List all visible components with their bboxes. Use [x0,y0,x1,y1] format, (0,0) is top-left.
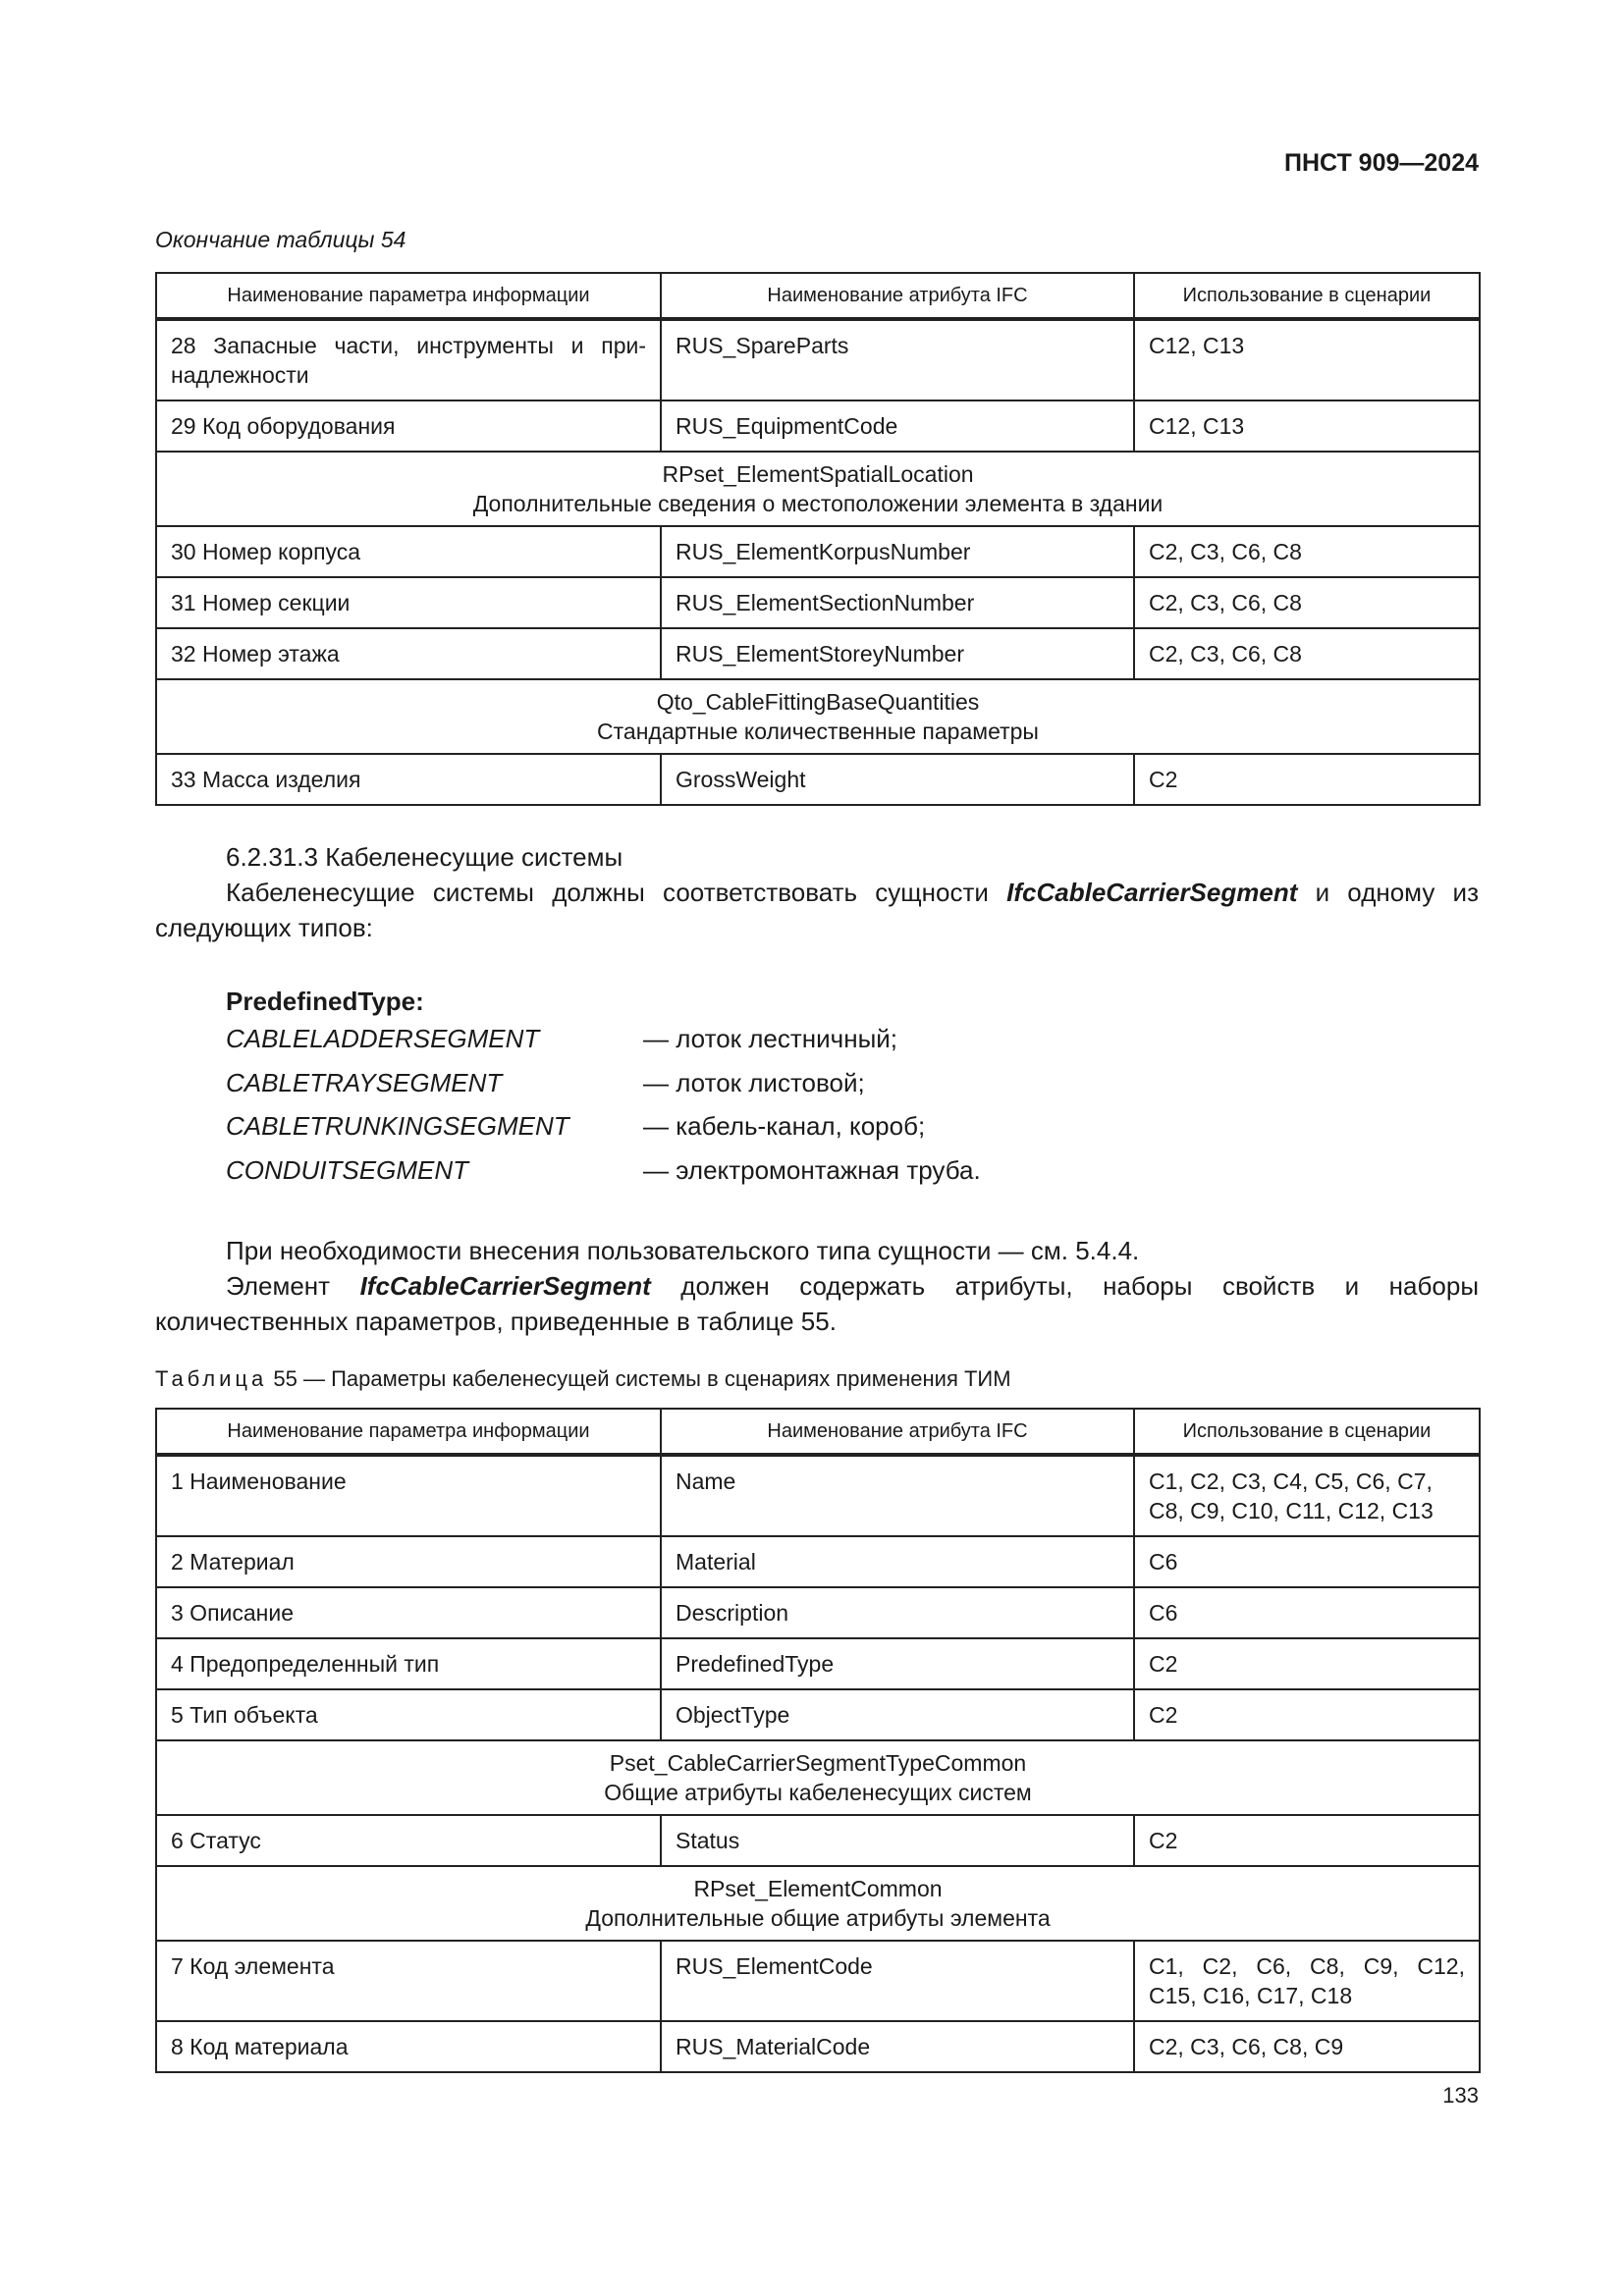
table-54-caption: Окончание таблицы 54 [155,227,406,252]
param-cell: 7 Код элемента [156,1941,661,2021]
entity-name: IfcCableCarrierSegment [1006,878,1298,907]
column-header: Наименование параметра информации [156,273,661,319]
usage-cell: C6 [1134,1536,1480,1587]
column-header: Использование в сценарии [1134,1409,1480,1455]
param-cell: 3 Описание [156,1587,661,1638]
caption-text: 55 — Параметры кабеленесущей системы в сценариях применения ТИМ [273,1366,1011,1391]
predefined-type-list [226,1024,981,1199]
attr-cell: Material [661,1536,1134,1587]
caption-label: Таблица [155,1366,268,1391]
table-row [156,400,1480,452]
param-cell: 1 Наименование [156,1455,661,1536]
attr-cell: ObjectType [661,1689,1134,1740]
section-cell [156,452,1480,526]
table-section-row [156,1740,1480,1815]
usage-text-cont: C15, C16, C17, C18 [1149,1983,1353,2008]
attr-cell: RUS_EquipmentCode [661,400,1134,452]
table-header-row [156,273,1480,319]
para3-post: должен содержать атрибуты, наборы свойств и наборы количественных параметров, приведенные в таблице 55. [155,1271,1479,1336]
type-name: CONDUITSEGMENT [226,1154,468,1185]
param-cell [156,319,661,400]
section-name: Qto_CableFittingBaseQuantities [656,689,980,715]
usage-cell: C2 [1134,1815,1480,1866]
usage-cell: C2 [1134,754,1480,805]
type-description: — кабель-канал, короб; [643,1111,926,1141]
attr-cell: Name [661,1455,1134,1536]
type-row [226,1155,981,1200]
attr-cell: Description [661,1587,1134,1638]
param-cell: 31 Номер секции [156,577,661,628]
entity-name: IfcCableCarrierSegment [359,1271,651,1301]
param-cell: 6 Статус [156,1815,661,1866]
table-row [156,628,1480,679]
table-row [156,526,1480,577]
usage-cell: C6 [1134,1587,1480,1638]
type-row [226,1024,981,1068]
column-header: Использование в сценарии [1134,273,1480,319]
usage-cell: C2, C3, C6, C8 [1134,577,1480,628]
column-header: Наименование атрибута IFC [661,1409,1134,1455]
table-section-row [156,679,1480,754]
attr-cell: RUS_ElementCode [661,1941,1134,2021]
table-row [156,1815,1480,1866]
usage-cell: C2, C3, C6, C8 [1134,526,1480,577]
table-row [156,2021,1480,2072]
table-section-row [156,452,1480,526]
table-row [156,319,1480,400]
usage-cell: C2, C3, C6, C8 [1134,628,1480,679]
table-54 [155,272,1481,806]
table-row [156,1536,1480,1587]
table-row [156,1455,1480,1536]
section-description: Дополнительные общие атрибуты элемента [585,1905,1051,1931]
usage-cell [1134,1455,1480,1536]
type-row [226,1111,981,1155]
type-description: — лоток листовой; [643,1067,865,1097]
section-name: Pset_CableCarrierSegmentTypeCommon [609,1750,1027,1776]
predefined-type-label: PredefinedType: [226,987,424,1016]
page-number: 133 [1442,2083,1479,2108]
attr-cell: RUS_ElementKorpusNumber [661,526,1134,577]
section-heading: 6.2.31.3 Кабеленесущие системы [226,842,623,872]
type-description: — лоток лестничный; [643,1024,898,1053]
type-name: CABLETRUNKINGSEGMENT [226,1111,569,1141]
usage-cell: C2 [1134,1689,1480,1740]
paragraph-entity-types [155,875,1479,945]
usage-cell: C12, C13 [1134,400,1480,452]
type-description: — электромонтажная труба. [643,1154,981,1185]
usage-cell: C12, C13 [1134,319,1480,400]
column-header: Наименование параметра информации [156,1409,661,1455]
section-description: Дополнительные сведения о местоположении элемента в здании [472,491,1164,516]
table-row [156,754,1480,805]
section-cell [156,1740,1480,1815]
param-cell: 33 Масса изделия [156,754,661,805]
column-header: Наименование атрибута IFC [661,273,1134,319]
attr-cell: GrossWeight [661,754,1134,805]
section-cell [156,1866,1480,1941]
paragraph-element-attributes [155,1268,1479,1339]
attr-cell: RUS_ElementSectionNumber [661,577,1134,628]
usage-text: C1, C2, C6, C8, C9, C12, [1149,1953,1465,1979]
param-cell: 8 Код материала [156,2021,661,2072]
table-row [156,1689,1480,1740]
paragraph-custom-type: При необходимости внесения пользовательского типа сущности — см. 5.4.4. [226,1236,1140,1265]
table-row [156,1638,1480,1689]
param-cell: 32 Номер этажа [156,628,661,679]
param-cell: 2 Материал [156,1536,661,1587]
usage-cell: C2, C3, C6, C8, C9 [1134,2021,1480,2072]
param-cell: 5 Тип объекта [156,1689,661,1740]
usage-text-cont: C8, C9, C10, C11, C12, C13 [1149,1498,1434,1523]
attr-cell: RUS_SpareParts [661,319,1134,400]
param-cell: 4 Предопределенный тип [156,1638,661,1689]
param-text: 28 Запасные части, инструменты и при- [171,333,646,358]
table-55 [155,1408,1481,2073]
type-name: CABLETRAYSEGMENT [226,1067,503,1097]
table-section-row [156,1866,1480,1941]
table-55-caption [155,1366,1011,1392]
para3-pre: Элемент [226,1271,360,1301]
param-cell: 30 Номер корпуса [156,526,661,577]
section-description: Стандартные количественные параметры [597,719,1039,744]
attr-cell: RUS_ElementStoreyNumber [661,628,1134,679]
table-row [156,1587,1480,1638]
section-cell [156,679,1480,754]
usage-text: C1, C2, C3, C4, C5, C6, C7, [1149,1468,1433,1494]
table-row [156,577,1480,628]
para1-pre: Кабеленесущие системы должны соответствовать сущности [226,878,1007,907]
param-cell: 29 Код оборудования [156,400,661,452]
type-name: CABLELADDERSEGMENT [226,1024,540,1053]
usage-cell: C2 [1134,1638,1480,1689]
type-row [226,1068,981,1112]
table-header-row [156,1409,1480,1455]
attr-cell: PredefinedType [661,1638,1134,1689]
section-name: RPset_ElementCommon [693,1876,943,1901]
table-row [156,1941,1480,2021]
param-text-cont: надлежности [171,362,309,388]
attr-cell: RUS_MaterialCode [661,2021,1134,2072]
attr-cell: Status [661,1815,1134,1866]
usage-cell [1134,1941,1480,2021]
document-code: ПНСТ 909—2024 [1284,149,1479,177]
para1-post: и одному из следующих типов: [155,878,1479,942]
section-description: Общие атрибуты кабеленесущих систем [604,1780,1032,1805]
section-name: RPset_ElementSpatialLocation [662,461,974,487]
